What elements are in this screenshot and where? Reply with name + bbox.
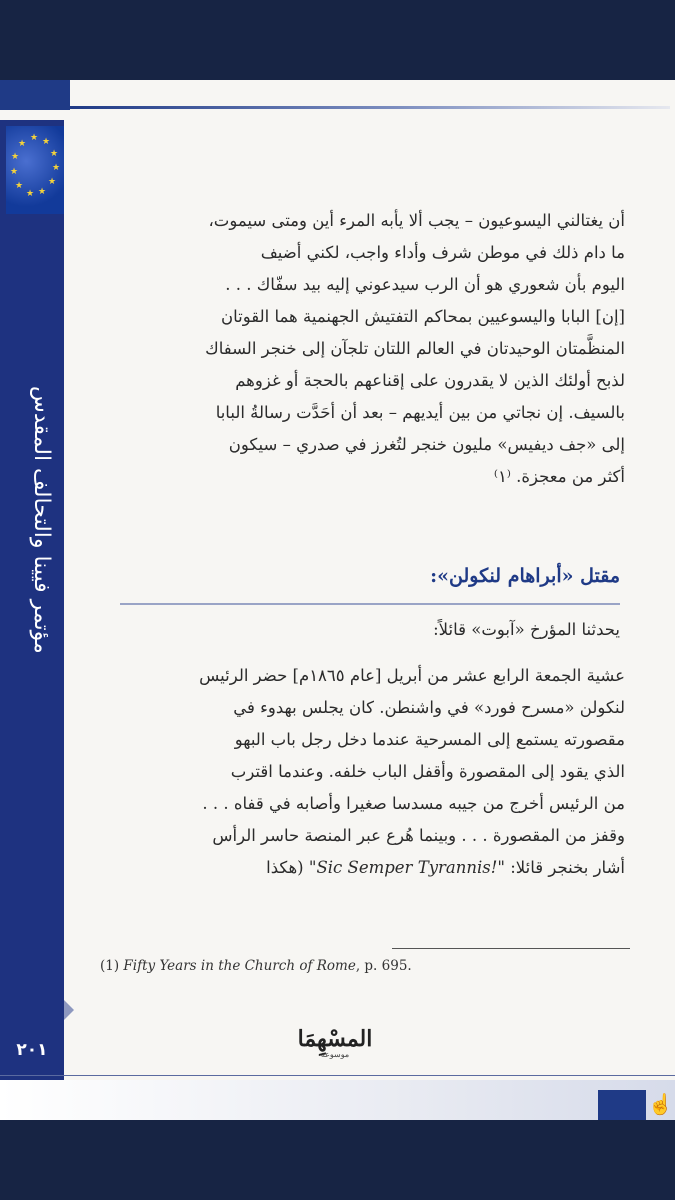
footnote-title: Fifty Years in the Church of Rome: [123, 958, 356, 974]
text-line: اليوم بأن شعوري هو أن الرب سيدعوني إليه بيد سفّاك . . .: [225, 275, 625, 294]
text-line: [إن] البابا واليسوعيين بمحاكم التفتيش الجهنمية هما القوتان: [221, 307, 625, 326]
text-line-last: [100, 852, 625, 884]
last-line-suffix: (هكذا: [266, 858, 309, 877]
text-line: المنظَّمتان الوحيدتان في العالم اللتان تلجآن إلى خنجر السفاك: [205, 339, 625, 358]
quote-paragraph: [100, 205, 625, 493]
text-line: أكثر من معجزة. ⁽١⁾: [493, 467, 625, 486]
side-title: مؤتمر فيينا والتحالف المقدس: [29, 386, 54, 654]
last-line-prefix: أشار بخنجر قائلا:: [504, 858, 625, 877]
book-page: [0, 80, 675, 1120]
header-rule: [70, 106, 670, 109]
header-band: [0, 80, 70, 110]
text-line: من الرئيس أخرج من جيبه مسدسا صغيرا وأصابه في قفاه . . .: [202, 794, 625, 813]
page-number: ٢٠١: [16, 1040, 48, 1060]
text-line: أن يغتالني اليسوعيون – يجب ألا يأبه المرء أين ومتى سيموت،: [208, 211, 625, 230]
bottom-rule: [0, 1075, 675, 1076]
footnote-rest: , p. 695.: [355, 958, 412, 974]
page-arrow-icon: [64, 1000, 74, 1020]
text-line: وقفز من المقصورة . . . وبينما هُرع عبر المنصة حاسر الرأس: [212, 826, 625, 845]
narrative-paragraph: [100, 660, 625, 884]
heading-rule: [120, 603, 620, 605]
bottom-band: [0, 1080, 675, 1120]
text-line: إلى «جف ديفيس» مليون خنجر لتُغرز في صدري – سيكون: [228, 435, 625, 454]
text-line: عشية الجمعة الرابع عشر من أبريل [عام ١٨٦٥م] حضر الرئيس: [199, 666, 625, 685]
bottom-blue-block: [598, 1090, 646, 1120]
text-line: لذبح أولئك الذين لا يقدرون على إقناعهم بالحجة أو غزوهم: [235, 371, 625, 390]
hand-cursor-icon[interactable]: ☝: [648, 1092, 673, 1116]
eu-flag-icon: ★ ★ ★ ★ ★ ★ ★ ★ ★ ★ ★: [6, 126, 64, 214]
text-line: بالسيف. إن نجاتي من بين أيديهم – بعد أن أحَدَّت رسالةُ البابا: [215, 403, 625, 422]
text-line: مقصورته يستمع إلى المسرحية عندما دخل رجل باب البهو: [234, 730, 625, 749]
publisher-logo: [280, 1026, 390, 1059]
text-line: الذي يقود إلى المقصورة وأقفل الباب خلفه. وعندما اقترب: [230, 762, 625, 781]
logo-text: المسْهِمَا: [297, 1026, 373, 1052]
bottom-viewer-bar: [0, 1120, 675, 1200]
logo-subtext: موسوعة: [320, 1050, 350, 1059]
footnote-rule: [392, 948, 630, 949]
side-strip: [0, 120, 64, 1080]
text-line: ما دام ذلك في موطن شرف وأداء واجب، لكني أضيف: [260, 243, 625, 262]
footnote: [100, 958, 630, 974]
footnote-marker: (1): [100, 958, 124, 974]
latin-quote: "Sic Semper Tyrannis!": [308, 858, 505, 877]
text-line: لنكولن «مسرح فورد» في واشنطن. كان يجلس بهدوء في: [233, 698, 625, 717]
section-heading: مقتل «أبراهام لنكولن»:: [430, 565, 620, 587]
top-viewer-bar: [0, 0, 675, 80]
section-intro: يحدثنا المؤرخ «آبوت» قائلاً:: [433, 620, 620, 639]
